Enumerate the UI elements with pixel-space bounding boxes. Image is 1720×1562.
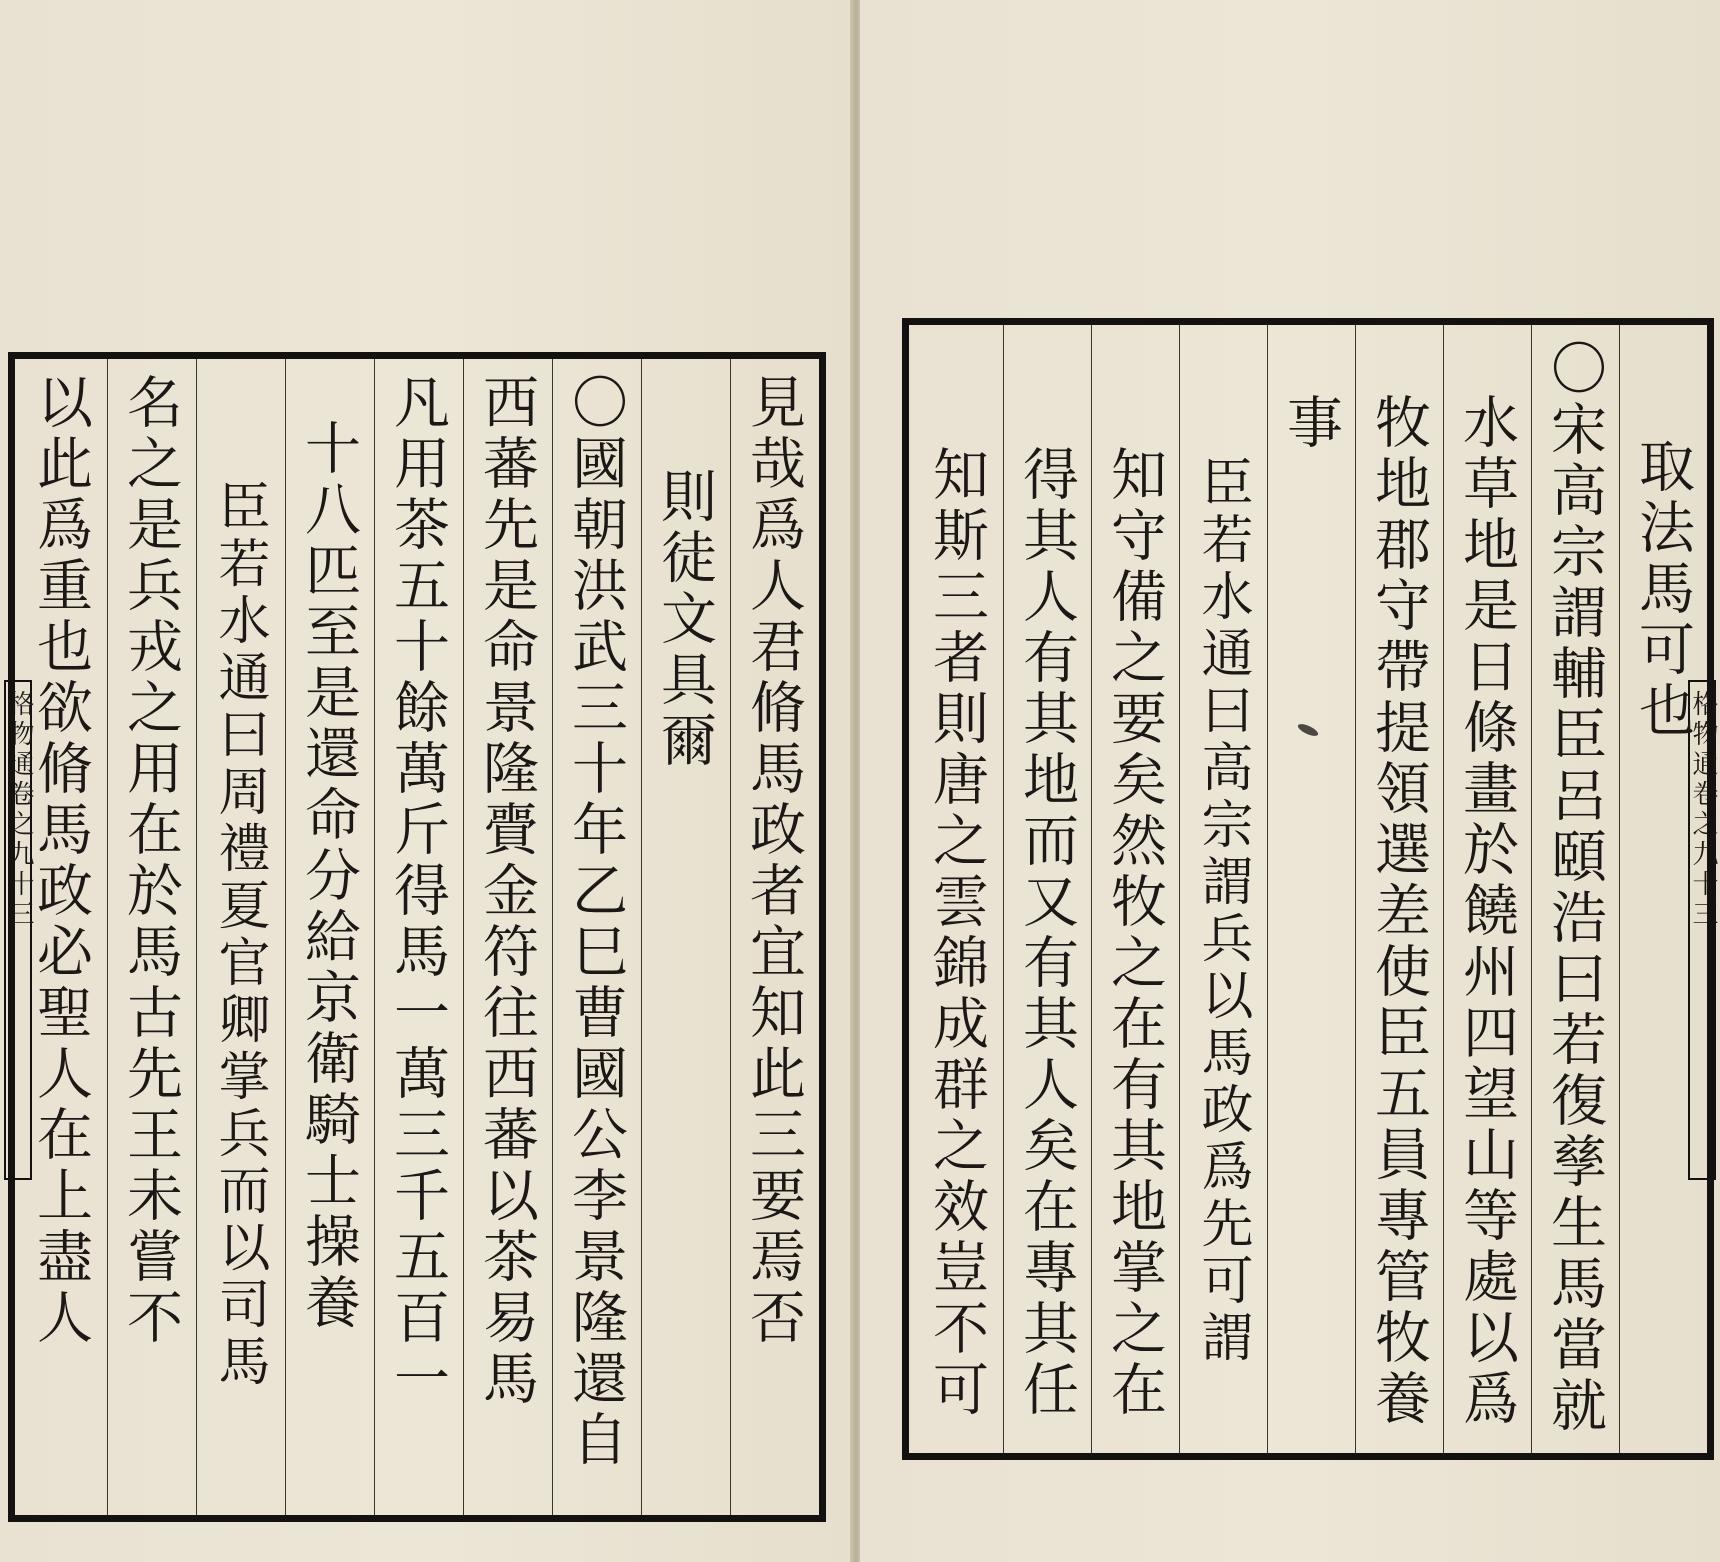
left-column-1: 見哉爲人君脩馬政者宜知此三要焉否 [730,359,819,1515]
left-page-edge-label: 格物通卷之九十三 [4,680,32,1180]
left-column-6: 十八匹至是還命分給京衛騎士操養 [285,359,374,1515]
left-column-7: 臣若水通曰周禮夏官卿掌兵而以司馬 [196,359,285,1515]
right-column-4: 牧地郡守帶提領選差使臣五員專管牧養 [1355,325,1443,1453]
left-column-3: 〇國朝洪武三十年乙巳曹國公李景隆還自 [552,359,641,1515]
right-column-7: 知守備之要矣然牧之在有其地掌之在 [1091,325,1179,1453]
right-column-2: 〇宋高宗謂輔臣呂頤浩曰若復孳生馬當就 [1531,325,1619,1453]
right-column-3: 水草地是日條畫於饒州四望山等處以爲 [1443,325,1531,1453]
right-text-frame [902,318,1714,1460]
left-page [0,0,852,1562]
left-column-8: 名之是兵戎之用在於馬古先王未嘗不 [107,359,196,1515]
left-text-frame [8,352,826,1522]
right-column-8: 得其人有其地而又有其人矣在專其任 [1003,325,1091,1453]
right-page-edge-label: 格物通卷之九十三 [1688,680,1716,1180]
right-column-5: 事 [1267,325,1355,1453]
right-column-6: 臣若水通曰高宗謂兵以馬政爲先可謂 [1179,325,1267,1453]
left-column-5: 凡用茶五十餘萬斤得馬一萬三千五百一 [374,359,463,1515]
left-column-2: 則徒文具爾 [641,359,730,1515]
right-column-9: 知斯三者則唐之雲錦成群之效豈不可 [924,445,989,1421]
left-column-4: 西蕃先是命景隆賷金符往西蕃以茶易馬 [463,359,552,1515]
right-column-1: 取法馬可也 [1619,325,1707,1453]
left-column-9: 以此爲重也欲脩馬政必聖人在上盡人 [28,373,93,1349]
